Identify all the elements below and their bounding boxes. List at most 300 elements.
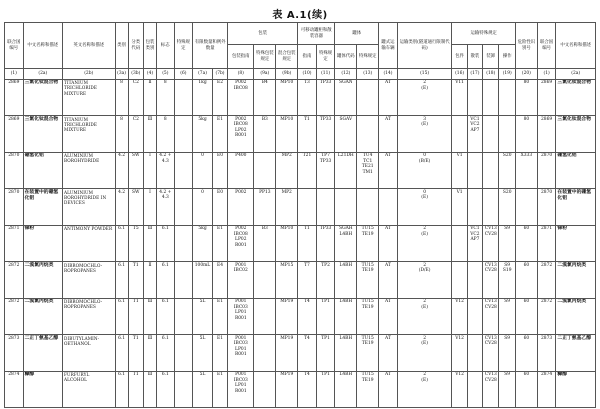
tank-special-cell: TU15 TE19 xyxy=(357,335,379,372)
ts-loading-cell: CV13 CV28 xyxy=(483,298,499,335)
portable-tank-instruction-cell: T4 xyxy=(298,371,317,408)
chinese-name-right-cell: 二正丁氨基乙醇 xyxy=(556,335,596,372)
un-number-right-cell: 2870 xyxy=(537,152,556,189)
hazard-id-cell: 60 xyxy=(515,262,537,299)
ts-loading-cell xyxy=(483,79,499,116)
packing-special-cell: B3 xyxy=(254,116,276,153)
english-name-cell: TITANIUM TRICHLORIDE MIXTURE xyxy=(62,116,115,153)
ts-bulk-cell xyxy=(467,371,482,408)
special-provision-cell xyxy=(174,79,193,116)
ts-package-cell: V12 xyxy=(452,371,467,408)
ts-package-cell xyxy=(452,262,467,299)
ts-bulk-cell xyxy=(467,79,482,116)
class-cell: 4.2 xyxy=(115,152,128,189)
header-pt-special: 特殊规定 xyxy=(316,45,335,69)
limited-qty-cell: 5kg xyxy=(193,225,213,262)
label-cell: 6.1 xyxy=(157,371,175,408)
vehicle-cell: AT xyxy=(379,116,398,153)
ts-bulk-cell: VC1 VC2 AP7 xyxy=(467,225,482,262)
english-name-cell: DIBROMOCHLO-ROPROPANES xyxy=(62,262,115,299)
class-code-cell: T1 xyxy=(128,335,143,372)
ts-package-cell: V12 xyxy=(452,298,467,335)
transport-category-cell: 0 (E) xyxy=(397,189,452,226)
hazard-id-cell: 80 xyxy=(515,79,537,116)
excepted-qty-cell: E1 xyxy=(212,371,227,408)
packing-group-cell: Ⅰ xyxy=(143,189,156,226)
english-name-cell: TITANIUM TRICHLORIDE MIXTURE xyxy=(62,79,115,116)
column-number: (3b) xyxy=(128,69,143,79)
packing-instruction-cell: P002 IBC08 LP02 R001 xyxy=(228,225,254,262)
header-class-code: 分类代码 xyxy=(128,23,143,69)
portable-tank-instruction-cell: T7 xyxy=(298,262,317,299)
column-number: (17) xyxy=(467,69,482,79)
tank-special-cell: TU15 TE19 xyxy=(357,371,379,408)
header-ts-package: 包件 xyxy=(452,45,467,69)
un-number-right-cell: 2869 xyxy=(537,79,556,116)
tank-special-cell xyxy=(357,189,379,226)
column-number: (7b) xyxy=(212,69,227,79)
portable-tank-special-cell: TP2 xyxy=(316,262,335,299)
tank-code-cell: SGAV xyxy=(335,116,357,153)
limited-qty-cell: 0 xyxy=(193,189,213,226)
limited-qty-cell: 100mL xyxy=(193,262,213,299)
excepted-qty-cell: E1 xyxy=(212,225,227,262)
column-number: (16) xyxy=(452,69,467,79)
ts-operation-cell: S9 xyxy=(499,298,515,335)
header-un-no: 联合国编号 xyxy=(5,23,24,69)
portable-tank-instruction-cell xyxy=(298,189,317,226)
class-cell: 6.1 xyxy=(115,335,128,372)
vehicle-cell: AT xyxy=(379,335,398,372)
special-provision-cell xyxy=(174,189,193,226)
column-number: (10) xyxy=(298,69,317,79)
mixed-packing-cell: MP2 xyxy=(276,152,298,189)
special-provision-cell xyxy=(174,116,193,153)
class-cell: 6.1 xyxy=(115,262,128,299)
table-row xyxy=(5,152,596,189)
portable-tank-special-cell xyxy=(316,189,335,226)
transport-category-cell: 3 (E) xyxy=(397,116,452,153)
ts-loading-cell: CV13 CV28 xyxy=(483,262,499,299)
ts-operation-cell: S9 xyxy=(499,371,515,408)
ts-operation-cell xyxy=(499,79,515,116)
packing-instruction-cell: P002 xyxy=(228,189,254,226)
chinese-name-right-cell: 二溴氯丙烷类 xyxy=(556,262,596,299)
ts-operation-cell xyxy=(499,116,515,153)
header-tank-special: 特殊规定 xyxy=(357,45,379,69)
portable-tank-special-cell: TP7 TP33 xyxy=(316,152,335,189)
class-code-cell: SW xyxy=(128,152,143,189)
column-number: (12) xyxy=(335,69,357,79)
header-mixed-pkg: 混合包装规定 xyxy=(276,45,298,69)
column-number: (1) xyxy=(537,69,556,79)
portable-tank-special-cell: TP33 xyxy=(316,79,335,116)
ts-operation-cell: S9 xyxy=(499,225,515,262)
header-portable-tank: 可移动罐柜和散装容器 xyxy=(298,23,335,45)
chinese-name-right-cell: 二溴氯丙烷类 xyxy=(556,298,596,335)
packing-instruction-cell: P001 IBC03 LP01 R001 xyxy=(228,298,254,335)
header-ts-loading: 装卸 xyxy=(483,45,499,69)
hazard-id-cell: 60 xyxy=(515,225,537,262)
limited-qty-cell: 1kg xyxy=(193,79,213,116)
column-number: (9a) xyxy=(254,69,276,79)
tank-code-cell xyxy=(335,189,357,226)
vehicle-cell: AT xyxy=(379,79,398,116)
special-provision-cell xyxy=(174,298,193,335)
packing-instruction-cell: P001 IBC03 LP01 R001 xyxy=(228,335,254,372)
un-number-cell: 2873 xyxy=(5,335,24,372)
class-code-cell: T1 xyxy=(128,371,143,408)
class-cell: 6.1 xyxy=(115,371,128,408)
table-row xyxy=(5,335,596,372)
column-number: (9b) xyxy=(276,69,298,79)
packing-instruction-cell: P002 IBC08 LP02 R001 xyxy=(228,116,254,153)
label-cell: 6.1 xyxy=(157,262,175,299)
excepted-qty-cell: E4 xyxy=(212,262,227,299)
label-cell: 8 xyxy=(157,79,175,116)
portable-tank-special-cell: TP33 xyxy=(316,116,335,153)
chinese-name-cell: 锑粉 xyxy=(23,225,62,262)
label-cell: 4.2 + 4.3 xyxy=(157,152,175,189)
packing-special-cell: B4 xyxy=(254,79,276,116)
header-ts-bulk: 散装 xyxy=(467,45,482,69)
portable-tank-special-cell: TP33 xyxy=(316,225,335,262)
ts-operation-cell: S20 xyxy=(499,152,515,189)
limited-qty-cell: 5kg xyxy=(193,116,213,153)
ts-bulk-cell xyxy=(467,189,482,226)
tank-special-cell: TU15 TE19 xyxy=(357,298,379,335)
table-row xyxy=(5,298,596,335)
hazard-id-cell: 60 xyxy=(515,371,537,408)
class-code-cell: C2 xyxy=(128,79,143,116)
header-name-cn: 中文名称和描述 xyxy=(23,23,62,69)
packing-special-cell xyxy=(254,298,276,335)
un-number-cell: 2872 xyxy=(5,298,24,335)
ts-bulk-cell xyxy=(467,298,482,335)
vehicle-cell: AT xyxy=(379,225,398,262)
chinese-name-cell: 二正丁氨基乙醇 xyxy=(23,335,62,372)
column-number: (20) xyxy=(515,69,537,79)
label-cell: 6.1 xyxy=(157,335,175,372)
chinese-name-right-cell: 硼氢化铝 xyxy=(556,152,596,189)
english-name-cell: FURFURYL ALCOHOL xyxy=(62,371,115,408)
packing-group-cell: Ⅲ xyxy=(143,116,156,153)
packing-special-cell: PP13 xyxy=(254,189,276,226)
table-row xyxy=(5,371,596,408)
excepted-qty-cell: E1 xyxy=(212,116,227,153)
class-cell: 4.2 xyxy=(115,189,128,226)
header-pkg-instructions: 包装指南 xyxy=(228,45,254,69)
tank-code-cell: SGAN xyxy=(335,79,357,116)
un-number-right-cell: 2870 xyxy=(537,189,556,226)
chinese-name-right-cell: 在装置中的硼氢化铝 xyxy=(556,189,596,226)
ts-package-cell xyxy=(452,116,467,153)
header-pkg-special: 特殊包装规定 xyxy=(254,45,276,69)
column-number: (8) xyxy=(228,69,254,79)
packing-group-cell: Ⅱ xyxy=(143,262,156,299)
english-name-cell: ALUMINIUM BOROHYDRIDE IN DEVICES xyxy=(62,189,115,226)
chinese-name-cell: 三氯化钛混合物 xyxy=(23,116,62,153)
tank-code-cell: L4BH xyxy=(335,298,357,335)
ts-loading-cell: CV13 CV28 xyxy=(483,371,499,408)
portable-tank-instruction-cell: T4 xyxy=(298,298,317,335)
header-pt-instructions: 指南 xyxy=(298,45,317,69)
page-title: 表 A.1(续) xyxy=(272,10,328,21)
column-number: (3a) xyxy=(115,69,128,79)
hazard-id-cell: X333 xyxy=(515,152,537,189)
header-class: 类别 xyxy=(115,23,128,69)
un-number-right-cell: 2873 xyxy=(537,335,556,372)
packing-instruction-cell: P400 xyxy=(228,152,254,189)
class-code-cell: C2 xyxy=(128,116,143,153)
header-name-cn-right: 中文名称和描述 xyxy=(556,23,596,69)
un-number-right-cell: 2869 xyxy=(537,116,556,153)
un-number-right-cell: 2872 xyxy=(537,262,556,299)
table-row xyxy=(5,116,596,153)
tank-special-cell: TU15 TE19 xyxy=(357,225,379,262)
hazard-id-cell xyxy=(515,189,537,226)
dangerous-goods-table xyxy=(4,22,596,408)
special-provision-cell xyxy=(174,152,193,189)
limited-qty-cell: 0 xyxy=(193,152,213,189)
portable-tank-instruction-cell: T4 xyxy=(298,335,317,372)
tank-special-cell xyxy=(357,116,379,153)
transport-category-cell: 2 (E) xyxy=(397,371,452,408)
table-row xyxy=(5,79,596,116)
packing-instruction-cell: P001 IBC03 LP01 R001 xyxy=(228,371,254,408)
un-number-cell: 2872 xyxy=(5,262,24,299)
header-ts-operation: 操作 xyxy=(499,45,515,69)
vehicle-cell: AT xyxy=(379,298,398,335)
packing-group-cell: Ⅲ xyxy=(143,298,156,335)
portable-tank-special-cell: TP1 xyxy=(316,371,335,408)
un-number-cell: 2870 xyxy=(5,152,24,189)
column-number: (2a) xyxy=(23,69,62,79)
header-row-1 xyxy=(5,23,596,45)
header-limited-qty: 有限数量和例外数量 xyxy=(193,23,228,69)
column-number: (2b) xyxy=(62,69,115,79)
column-number: (11) xyxy=(316,69,335,79)
portable-tank-instruction-cell: T3 xyxy=(298,79,317,116)
ts-package-cell: V12 xyxy=(452,335,467,372)
ts-bulk-cell: VC1 VC2 AP7 xyxy=(467,116,482,153)
header-special-provisions: 特殊规定 xyxy=(174,23,193,69)
column-number: (6) xyxy=(174,69,193,79)
hazard-id-cell: 80 xyxy=(515,116,537,153)
chinese-name-cell: 三氯化钛混合物 xyxy=(23,79,62,116)
packing-special-cell xyxy=(254,335,276,372)
transport-category-cell: 2 (E) xyxy=(397,79,452,116)
vehicle-cell: AT xyxy=(379,262,398,299)
un-number-cell: 2869 xyxy=(5,79,24,116)
mixed-packing-cell: MP15 xyxy=(276,262,298,299)
portable-tank-instruction-cell: T1 xyxy=(298,225,317,262)
un-number-cell: 2874 xyxy=(5,371,24,408)
column-number: (2a) xyxy=(556,69,596,79)
portable-tank-special-cell: TP1 xyxy=(316,335,335,372)
column-number: (15) xyxy=(397,69,452,79)
table-row xyxy=(5,225,596,262)
label-cell: 8 xyxy=(157,116,175,153)
class-cell: 6.1 xyxy=(115,225,128,262)
limited-qty-cell: 5L xyxy=(193,335,213,372)
portable-tank-instruction-cell: T1 xyxy=(298,116,317,153)
english-name-cell: DIBUTYLAMIN-OETHANOL xyxy=(62,335,115,372)
column-number: (13) xyxy=(357,69,379,79)
ts-loading-cell: CV13 CV28 xyxy=(483,225,499,262)
header-labels: 标志 xyxy=(157,23,175,69)
ts-loading-cell xyxy=(483,116,499,153)
un-number-cell: 2870 xyxy=(5,189,24,226)
table-row xyxy=(5,189,596,226)
class-code-cell: T5 xyxy=(128,225,143,262)
ts-operation-cell: S9 xyxy=(499,335,515,372)
ts-operation-cell: S9 S19 xyxy=(499,262,515,299)
header-vehicle: 罐式运输车辆 xyxy=(379,23,398,69)
portable-tank-special-cell: TP1 xyxy=(316,298,335,335)
packing-instruction-cell: P002 IBC08 xyxy=(228,79,254,116)
transport-category-cell: 0 (B/E) xyxy=(397,152,452,189)
ts-package-cell: V1 xyxy=(452,189,467,226)
tank-special-cell: TU4 TC1 TE21 TM1 xyxy=(357,152,379,189)
chinese-name-right-cell: 三氯化钛混合物 xyxy=(556,116,596,153)
ts-loading-cell xyxy=(483,189,499,226)
header-transport-special: 运输特殊规定 xyxy=(452,23,515,45)
excepted-qty-cell: E1 xyxy=(212,335,227,372)
ts-package-cell xyxy=(452,225,467,262)
header-un-no-right: 联合国编号 xyxy=(537,23,556,69)
packing-group-cell: Ⅲ xyxy=(143,335,156,372)
tank-code-cell: L4BH xyxy=(335,262,357,299)
column-number: (1) xyxy=(5,69,24,79)
header-packing-group: 包装类别 xyxy=(143,23,156,69)
un-number-cell: 2871 xyxy=(5,225,24,262)
english-name-cell: DIBROMOCHLO-ROPROPANES xyxy=(62,298,115,335)
chinese-name-cell: 糠醇 xyxy=(23,371,62,408)
special-provision-cell xyxy=(174,262,193,299)
label-cell: 6.1 xyxy=(157,298,175,335)
special-provision-cell xyxy=(174,371,193,408)
limited-qty-cell: 5L xyxy=(193,371,213,408)
packing-group-cell: Ⅱ xyxy=(143,79,156,116)
english-name-cell: ALUMINIUM BOROHYDRIDE xyxy=(62,152,115,189)
portable-tank-instruction-cell: T21 xyxy=(298,152,317,189)
packing-instruction-cell: P001 IBC02 xyxy=(228,262,254,299)
packing-special-cell xyxy=(254,152,276,189)
un-number-cell: 2869 xyxy=(5,116,24,153)
ts-bulk-cell xyxy=(467,335,482,372)
packing-group-cell: Ⅲ xyxy=(143,371,156,408)
chinese-name-right-cell: 三氯化钛混合物 xyxy=(556,79,596,116)
transport-category-cell: 2 (E) xyxy=(397,298,452,335)
chinese-name-right-cell: 糠醇 xyxy=(556,371,596,408)
column-number: (14) xyxy=(379,69,398,79)
limited-qty-cell: 5L xyxy=(193,298,213,335)
tank-code-cell: L4BH xyxy=(335,371,357,408)
class-code-cell: SW xyxy=(128,189,143,226)
column-number: (19) xyxy=(499,69,515,79)
hazard-id-cell: 60 xyxy=(515,335,537,372)
ts-package-cell: V1 xyxy=(452,152,467,189)
chinese-name-cell: 硼氢化铝 xyxy=(23,152,62,189)
class-cell: 8 xyxy=(115,79,128,116)
transport-category-cell: 2 (E) xyxy=(397,335,452,372)
tank-code-cell: L21DH xyxy=(335,152,357,189)
header-name-en: 英文名称和描述 xyxy=(62,23,115,69)
packing-group-cell: Ⅲ xyxy=(143,225,156,262)
column-number: (4) xyxy=(143,69,156,79)
excepted-qty-cell: E0 xyxy=(212,152,227,189)
chinese-name-right-cell: 锑粉 xyxy=(556,225,596,262)
vehicle-cell: AT xyxy=(379,152,398,189)
mixed-packing-cell: MP2 xyxy=(276,189,298,226)
mixed-packing-cell: MP19 xyxy=(276,298,298,335)
un-number-right-cell: 2871 xyxy=(537,225,556,262)
label-cell: 4.2 + 4.3 xyxy=(157,189,175,226)
ts-bulk-cell xyxy=(467,152,482,189)
ts-loading-cell xyxy=(483,152,499,189)
column-number: (7a) xyxy=(193,69,213,79)
packing-special-cell: B3 xyxy=(254,225,276,262)
class-cell: 8 xyxy=(115,116,128,153)
excepted-qty-cell: E0 xyxy=(212,189,227,226)
mixed-packing-cell: MP10 xyxy=(276,116,298,153)
un-number-right-cell: 2874 xyxy=(537,371,556,408)
class-code-cell: T1 xyxy=(128,262,143,299)
tank-code-cell: L4BH xyxy=(335,335,357,372)
chinese-name-cell: 二溴氯丙烷类 xyxy=(23,298,62,335)
hazard-id-cell: 60 xyxy=(515,298,537,335)
packing-group-cell: Ⅰ xyxy=(143,152,156,189)
table-body xyxy=(5,79,596,408)
column-number: (5) xyxy=(157,69,175,79)
header-tank-code: 罐体代码 xyxy=(335,45,357,69)
mixed-packing-cell: MP10 xyxy=(276,79,298,116)
special-provision-cell xyxy=(174,335,193,372)
chinese-name-cell: 在装置中的硼氢化铝 xyxy=(23,189,62,226)
ts-package-cell: V11 xyxy=(452,79,467,116)
english-name-cell: ANTIMONY POWDER xyxy=(62,225,115,262)
vehicle-cell: AT xyxy=(379,371,398,408)
ts-loading-cell: CV13 CV28 xyxy=(483,335,499,372)
transport-category-cell: 2 (E) xyxy=(397,225,452,262)
header-hazard-id: 危险性识别号 xyxy=(515,23,537,69)
un-number-right-cell: 2872 xyxy=(537,298,556,335)
mixed-packing-cell: MP19 xyxy=(276,335,298,372)
vehicle-cell xyxy=(379,189,398,226)
column-number: (18) xyxy=(483,69,499,79)
special-provision-cell xyxy=(174,225,193,262)
header-transport-category: 运输类别(隧道通行限制代码) xyxy=(397,23,452,69)
excepted-qty-cell: E1 xyxy=(212,298,227,335)
tank-special-cell xyxy=(357,79,379,116)
column-number-row xyxy=(5,69,596,79)
mixed-packing-cell: MP10 xyxy=(276,225,298,262)
tank-special-cell: TU15 TE19 xyxy=(357,262,379,299)
mixed-packing-cell: MP19 xyxy=(276,371,298,408)
class-code-cell: T1 xyxy=(128,298,143,335)
ts-operation-cell: S20 xyxy=(499,189,515,226)
tank-code-cell: SGAH L4BH xyxy=(335,225,357,262)
packing-special-cell xyxy=(254,371,276,408)
table-row xyxy=(5,262,596,299)
transport-category-cell: 2 (D/E) xyxy=(397,262,452,299)
class-cell: 6.1 xyxy=(115,298,128,335)
excepted-qty-cell: E2 xyxy=(212,79,227,116)
packing-special-cell xyxy=(254,262,276,299)
chinese-name-cell: 二溴氯丙烷类 xyxy=(23,262,62,299)
header-tank: 罐体 xyxy=(335,23,379,45)
